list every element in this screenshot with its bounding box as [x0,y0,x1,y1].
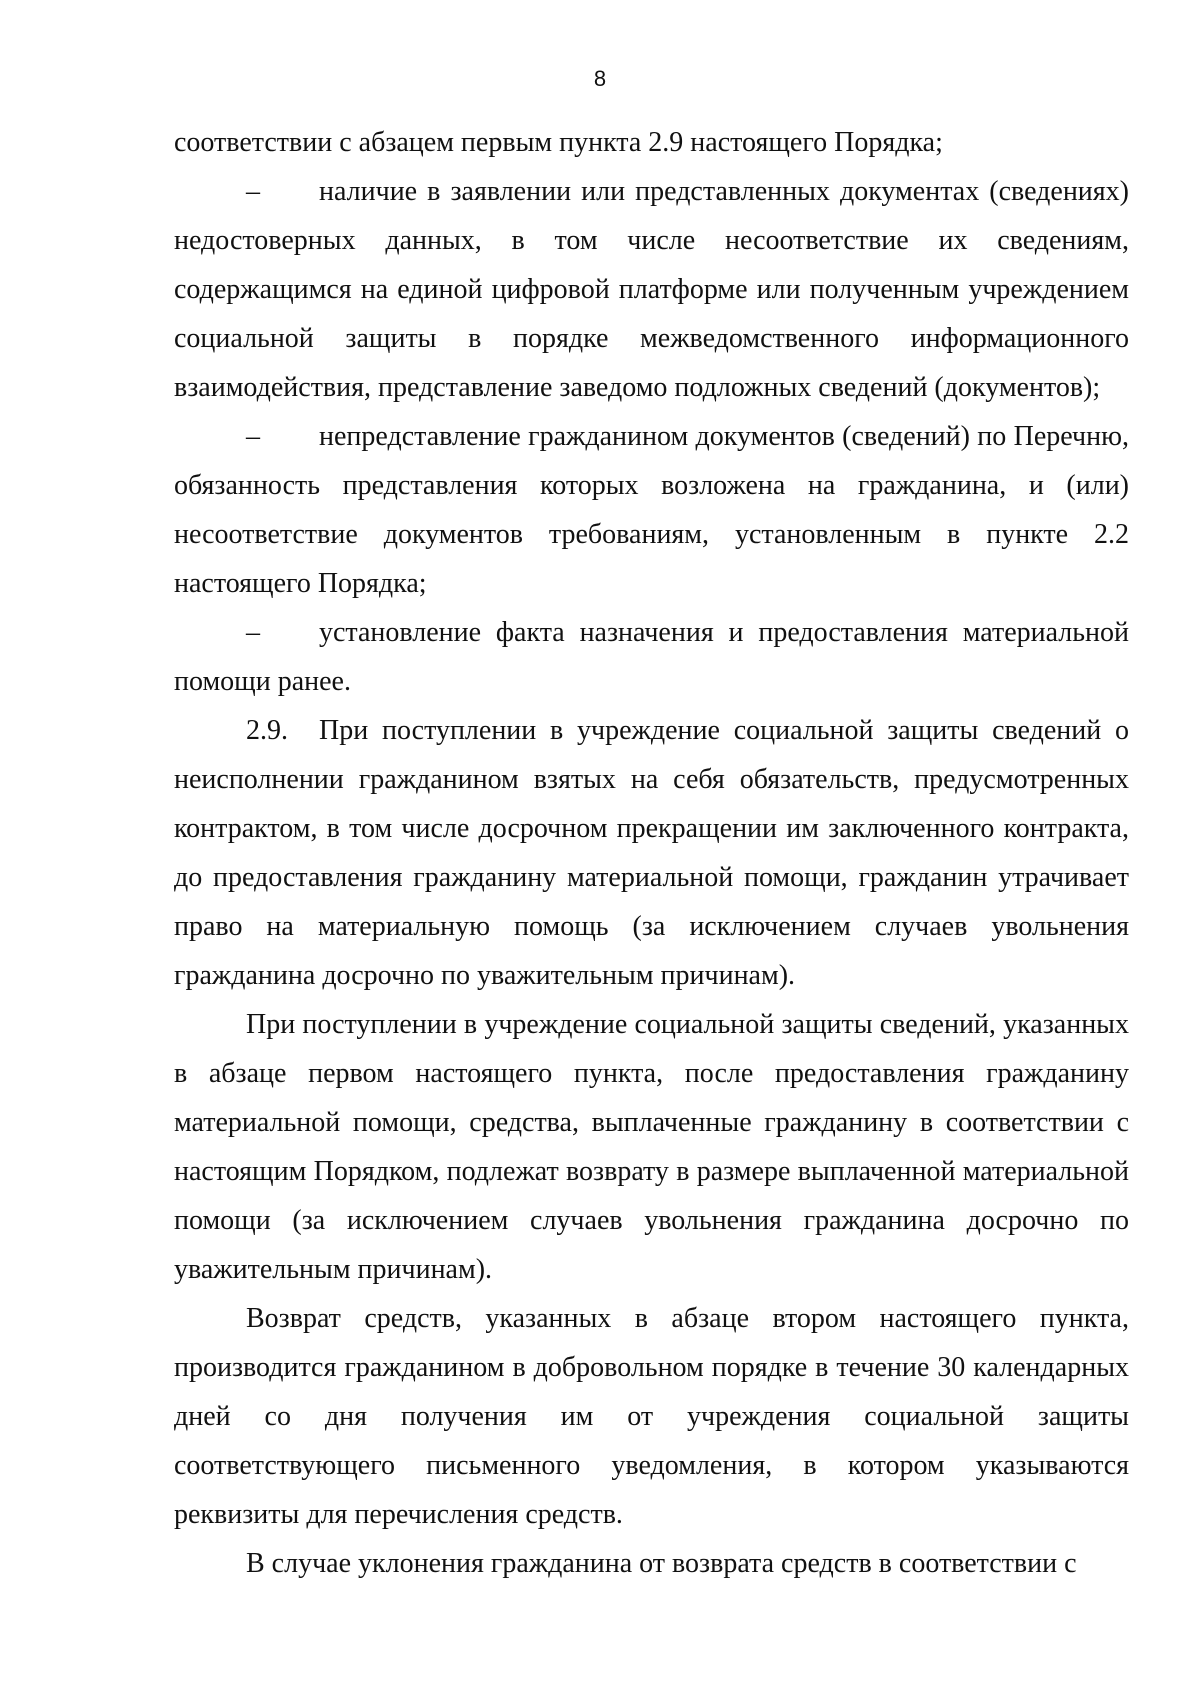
paragraph-text: При поступлении в учреждение социальной защиты сведений о неисполнении гражданином взятых на себя обязательств, предусмотренных контрактом, в том числе досрочном прекращении им заключенного контракта, до предоставления гражданину материальной помощи, гражданин утрачивает право на материальную помощь (за исключением случаев увольнения гражданина досрочно по уважительным причинам). [174,715,1129,991]
dash-marker: – [246,617,260,648]
dash-marker: – [246,176,260,207]
clause-number: 2.9. [246,715,288,746]
paragraph [174,1539,1129,1588]
list-item-dash [174,167,1129,412]
paragraph-text: непредставление гражданином документов (сведений) по Перечню, обязанность представления которых возложена на гражданина, и (или) несоответствие документов требованиям, установленным в пункте 2.2 настоящего Порядка; [174,421,1129,599]
list-item-dash [174,412,1129,608]
paragraph-text: соответствии с абзацем первым пункта 2.9 настоящего Порядка; [174,127,943,158]
document-body [174,118,1129,1588]
paragraph [174,1294,1129,1539]
page-number: 8 [593,66,607,91]
list-item-dash [174,608,1129,706]
paragraph-text: Возврат средств, указанных в абзаце втором настоящего пункта, производится гражданином в добровольном порядке в течение 30 календарных дней со дня получения им от учреждения социальной защиты соответствующего письменного уведомления, в котором указываются реквизиты для перечисления средств. [174,1303,1129,1530]
paragraph-text: В случае уклонения гражданина от возврата средств в соответствии с [246,1548,1077,1579]
paragraph-text: При поступлении в учреждение социальной защиты сведений, указанных в абзаце первом настоящего пункта, после предоставления гражданину материальной помощи, средства, выплаченные гражданину в соответствии с настоящим Порядком, подлежат возврату в размере выплаченной материальной помощи (за исключением случаев увольнения гражданина досрочно по уважительным причинам). [174,1009,1129,1285]
paragraph-continuation [174,118,1129,167]
paragraph [174,1000,1129,1294]
paragraph-text: наличие в заявлении или представленных документах (сведениях) недостоверных данных, в том числе несоответствие их сведениям, содержащимся на единой цифровой платформе или полученным учреждением социальной защиты в порядке межведомственного информационного взаимодействия, представление заведомо подложных сведений (документов); [174,176,1129,403]
paragraph-text: установление факта назначения и предоставления материальной помощи ранее. [174,617,1129,697]
dash-marker: – [246,421,260,452]
numbered-clause-2-9 [174,706,1129,1000]
